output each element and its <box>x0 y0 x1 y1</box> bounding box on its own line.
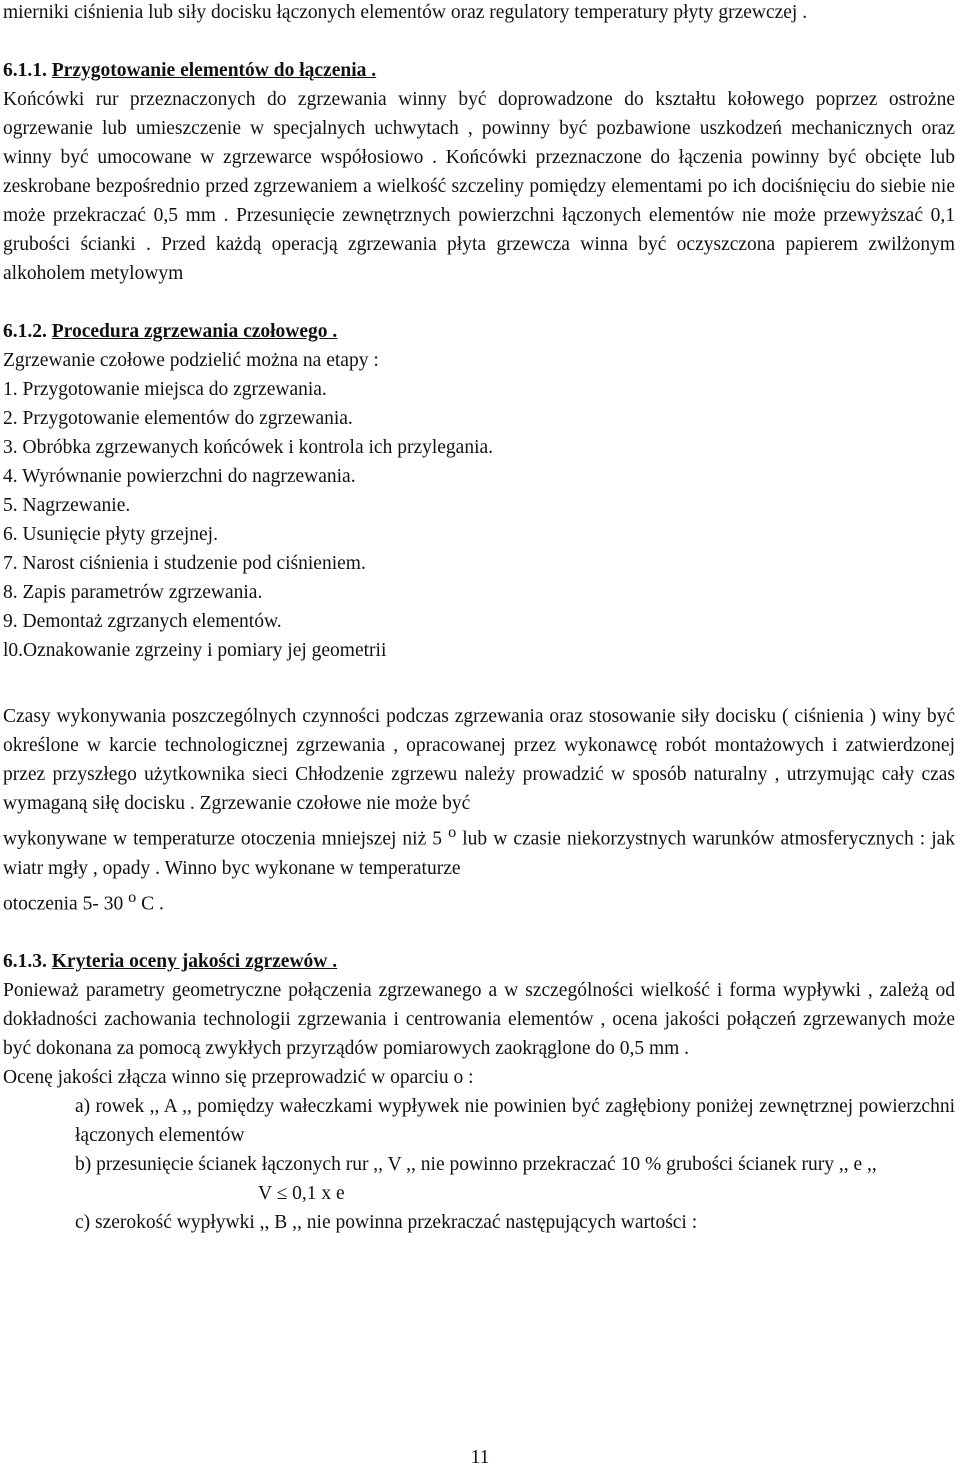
criterion-c: c) szerokość wypływki ,, B ,, nie powinna przekraczać następujących wartości : <box>75 1212 698 1233</box>
section-613-title: Kryteria oceny jakości zgrzewów . <box>51 951 338 972</box>
spacer <box>3 288 955 317</box>
step-item: 5. Nagrzewanie. <box>3 495 131 516</box>
step-item: 2. Przygotowanie elementów do zgrzewania. <box>3 408 353 429</box>
section-613-heading <box>3 947 955 976</box>
step-item: 3. Obróbka zgrzewanych końcówek i kontrola ich przylegania. <box>3 437 494 458</box>
criterion-a: a) rowek ,, A ,, pomiędzy wałeczkami wypływek nie powinien być zagłębiony poniżej zewnętrznej powierzchni łączonych elementów <box>75 1096 955 1146</box>
intro-tail-paragraph: mierniki ciśnienia lub siły docisku łączonych elementów oraz regulatory temperatury płyty grzewczej . <box>3 2 808 23</box>
criterion-b: b) przesunięcie ścianek łączonych rur ,, V ,, nie powinno przekraczać 10 % grubości ścianek rury ,, e ,, <box>75 1154 877 1175</box>
section-612-paragraph-b <box>3 818 955 883</box>
degree-sign: o <box>128 887 137 906</box>
section-613-lead: Ocenę jakości złącza winno się przeprowadzić w oparciu o : <box>3 1067 474 1088</box>
temp-unit-text: C . <box>141 893 164 914</box>
section-612-number: 6.1.2. <box>3 321 47 342</box>
temp-text-2: lub w czasie niekorzystnych warunków atmosferycznych : jak wiatr mgły , opady . Winno byc wykonane w temperaturze <box>3 828 956 879</box>
degree-sign: o <box>448 823 457 841</box>
section-612-title: Procedura zgrzewania czołowego . <box>51 321 338 342</box>
section-613-number: 6.1.3. <box>3 951 47 972</box>
section-611-heading <box>3 56 955 85</box>
document-page <box>3 0 955 1237</box>
section-612-paragraph-c <box>3 883 955 919</box>
section-612-lead: Zgrzewanie czołowe podzielić można na etapy : <box>3 350 379 371</box>
temp-range-text: otoczenia 5- 30 <box>3 893 124 914</box>
section-613-body: Ponieważ parametry geometryczne połączenia zgrzewanego a w szczególności wielkość i forma wypływki , zależą od dokładności zachowania technologii zgrzewania i centrowania elementów , ocena jakości połączeń zgrzewanych może być dokonana za pomocą zwykłych przyrządów pomiarowych zaokrąglone do 0,5 mm . <box>3 980 955 1059</box>
section-612-heading <box>3 317 955 346</box>
step-item: 7. Narost ciśnienia i studzenie pod ciśnieniem. <box>3 553 366 574</box>
step-item: l0.Oznakowanie zgrzeiny i pomiary jej geometrii <box>3 640 387 661</box>
step-item: 6. Usunięcie płyty grzejnej. <box>3 524 218 545</box>
section-611-title: Przygotowanie elementów do łączenia . <box>51 60 377 81</box>
spacer <box>3 27 955 56</box>
step-item: 1. Przygotowanie miejsca do zgrzewania. <box>3 379 327 400</box>
section-612-paragraph-a: Czasy wykonywania poszczególnych czynności podczas zgrzewania oraz stosowanie siły docisku ( ciśnienia ) winy być określone w karcie technologicznej zgrzewania , opracowanej przez wykonawcę robót montażowych i zatwierdzonej przez przyszłego użytkownika sieci Chłodzenie zgrzewu należy prowadzić w sposób naturalny , utrzymując cały czas wymaganą siłę docisku . Zgrzewanie czołowe nie może być <box>3 706 955 814</box>
step-item: 8. Zapis parametrów zgrzewania. <box>3 582 263 603</box>
spacer <box>3 665 955 702</box>
spacer <box>3 918 955 947</box>
page-number: 11 <box>470 1447 490 1468</box>
section-611-number: 6.1.1. <box>3 60 47 81</box>
formula: V ≤ 0,1 x e <box>258 1183 345 1204</box>
step-item: 4. Wyrównanie powierzchni do nagrzewania. <box>3 466 356 487</box>
temp-text-1: wykonywane w temperaturze otoczenia mniejszej niż 5 <box>3 828 443 850</box>
section-611-body: Końcówki rur przeznaczonych do zgrzewania winny być doprowadzone do kształtu kołowego poprzez ostrożne ogrzewanie lub umieszczenie w specjalnych uchwytach , powinny być pozbawione uszkodzeń mechanicznych oraz winny być umocowane w zgrzewarce współosiowo . Końcówki przeznaczone do łączenia powinny być obcięte lub zeskrobane bezpośrednio przed zgrzewaniem a wielkość szczeliny pomiędzy elementami po ich dociśnięciu do siebie nie może przekraczać 0,5 mm . Przesunięcie zewnętrznych powierzchni łączonych elementów nie może przewyższać 0,1 grubości ścianki . Przed każdą operacją zgrzewania płyta grzewcza winna być oczyszczona papierem zwilżonym alkoholem metylowym <box>3 89 955 284</box>
step-item: 9. Demontaż zgrzanych elementów. <box>3 611 282 632</box>
